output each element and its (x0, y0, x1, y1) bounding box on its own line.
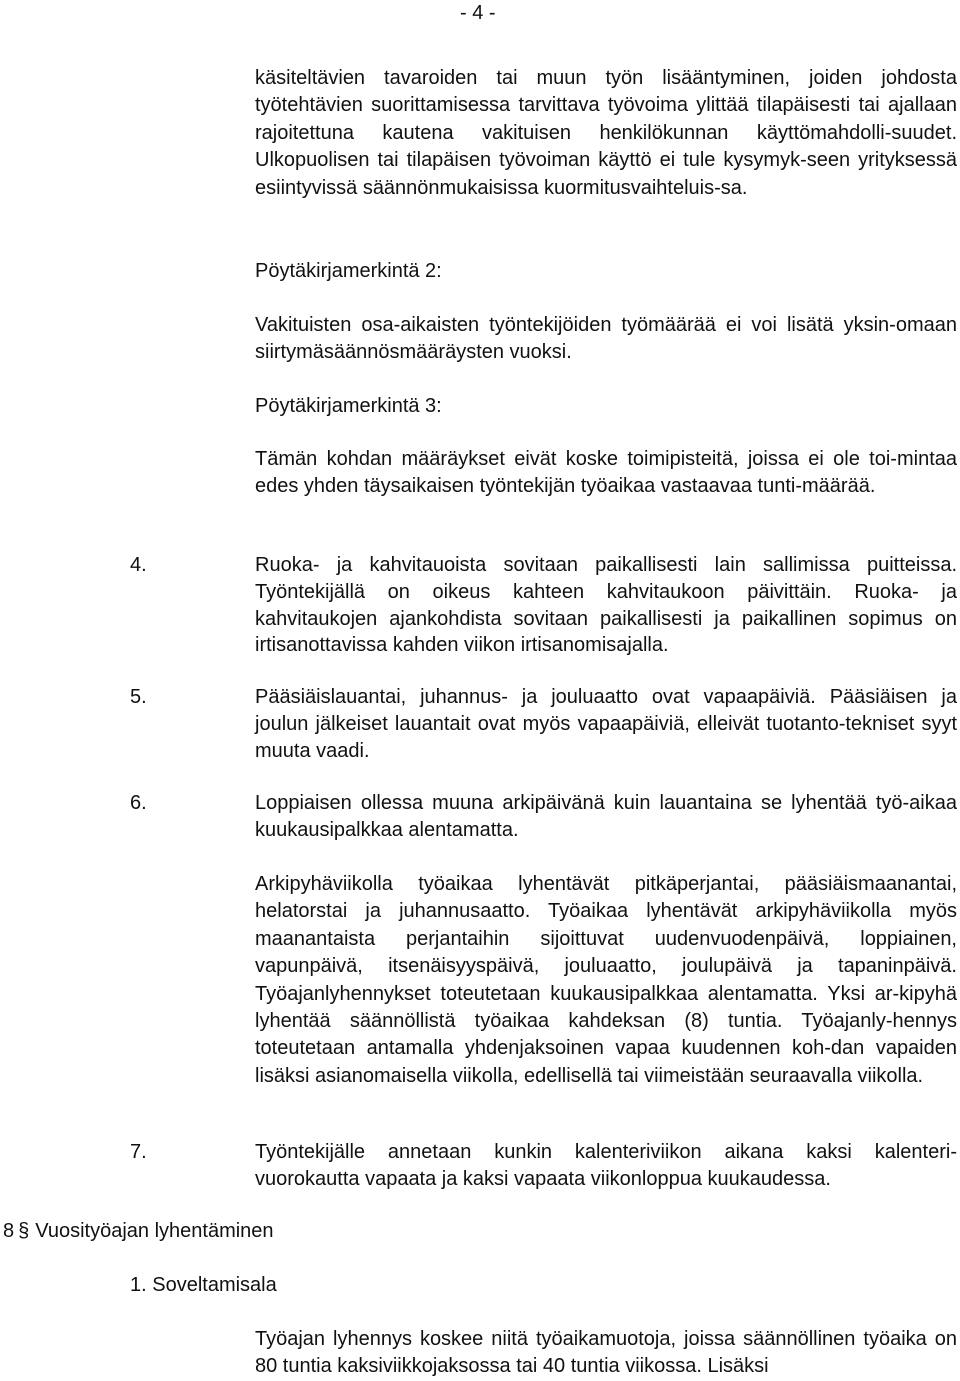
note-2-heading: Pöytäkirjamerkintä 2: (255, 260, 442, 282)
item-4-number: 4. (130, 554, 147, 576)
section-8-title (3, 1218, 274, 1244)
section-8-text: Työajan lyhennys koskee niitä työaikamuotoja, joissa säännöllinen työaika on 80 tuntia kaksiviikkojaksossa tai 40 tuntia viikossa. Lisäksi (255, 1328, 957, 1378)
note-3-heading: Pöytäkirjamerkintä 3: (255, 395, 442, 417)
item-7-number: 7. (130, 1141, 147, 1163)
continuation-paragraph: käsiteltävien tavaroiden tai muun työn lisääntyminen, joiden johdosta työtehtävien suorittamisessa tarvittava työvoima ylittää tilapäisesti tai ajallaan rajoitettuna kautena vakituisen henkilökunnan käyttömahdolli-suudet. Ulkopuolisen tai tilapäisen työvoiman käyttö ei tule kysymyk-seen yrityksessä esiintyvissä säännönmukaisissa kuormitusvaihteluis-sa. (255, 67, 957, 199)
item-4-text: Ruoka- ja kahvitauoista sovitaan paikallisesti lain sallimissa puitteissa. Työntekijällä on oikeus kahteen kahvitaukoon päivittäin. Ruoka- ja kahvitaukojen ajankohdista sovitaan paikallisesti ja paikallinen sopimus on irtisanottavissa kahden viikon irtisanomisajalla. (255, 554, 957, 657)
subsection-title: 1. Soveltamisala (130, 1274, 277, 1296)
section-symbol: § (18, 1220, 30, 1242)
item-7-text: Työntekijälle annetaan kunkin kalenteriviikon aikana kaksi kalenteri-vuorokautta vapaata ja kaksi vapaata viikonloppua kuukaudessa. (255, 1141, 957, 1191)
note-2-text: Vakituisten osa-aikaisten työntekijöiden työmäärää ei voi lisätä yksin-omaan siirtymäsäännösmääräysten vuoksi. (255, 314, 957, 364)
item-5-text: Pääsiäislauantai, juhannus- ja jouluaatto ovat vapaapäiviä. Pääsiäisen ja joulun jälkeiset lauantait ovat myös vapaapäiviä, elleivät tuotanto-tekniset syyt muuta vaadi. (255, 686, 957, 762)
item-6-extra-text: Arkipyhäviikolla työaikaa lyhentävät pitkäperjantai, pääsiäismaanantai, helatorstai ja juhannusaatto. Työaikaa lyhentävät arkipyhäviikolla myös maanantaista perjantaihin sijoittuvat uudenvuodenpäivä, loppiainen, vapunpäivä, itsenäisyyspäivä, jouluaatto, joulupäivä ja tapaninpäivä. Työajanlyhennykset toteutetaan kuukausipalkkaa alentamatta. Yksi ar-kipyhä lyhentää säännöllistä työaikaa kahdeksan (8) tuntia. Työajanly-hennys toteutetaan antamalla yhdenjaksoinen vapaa kuudennen koh-dan vapaiden lisäksi asianomaisella viikolla, edellisellä tai viimeistään seuraavalla viikolla. (255, 873, 957, 1087)
item-6-number: 6. (130, 792, 147, 814)
section-number: 8 (3, 1220, 15, 1242)
section-title-text: Vuosityöajan lyhentäminen (35, 1220, 274, 1242)
item-6-text: Loppiaisen ollessa muuna arkipäivänä kuin lauantaina se lyhentää työ-aikaa kuukausipalkkaa alentamatta. (255, 792, 957, 841)
note-3-text: Tämän kohdan määräykset eivät koske toimipisteitä, joissa ei ole toi-mintaa edes yhden täysaikaisen työntekijän työaikaa vastaavaa tunti-määrää. (255, 448, 957, 498)
item-5-number: 5. (130, 686, 147, 708)
page-number: - 4 - (460, 2, 496, 24)
